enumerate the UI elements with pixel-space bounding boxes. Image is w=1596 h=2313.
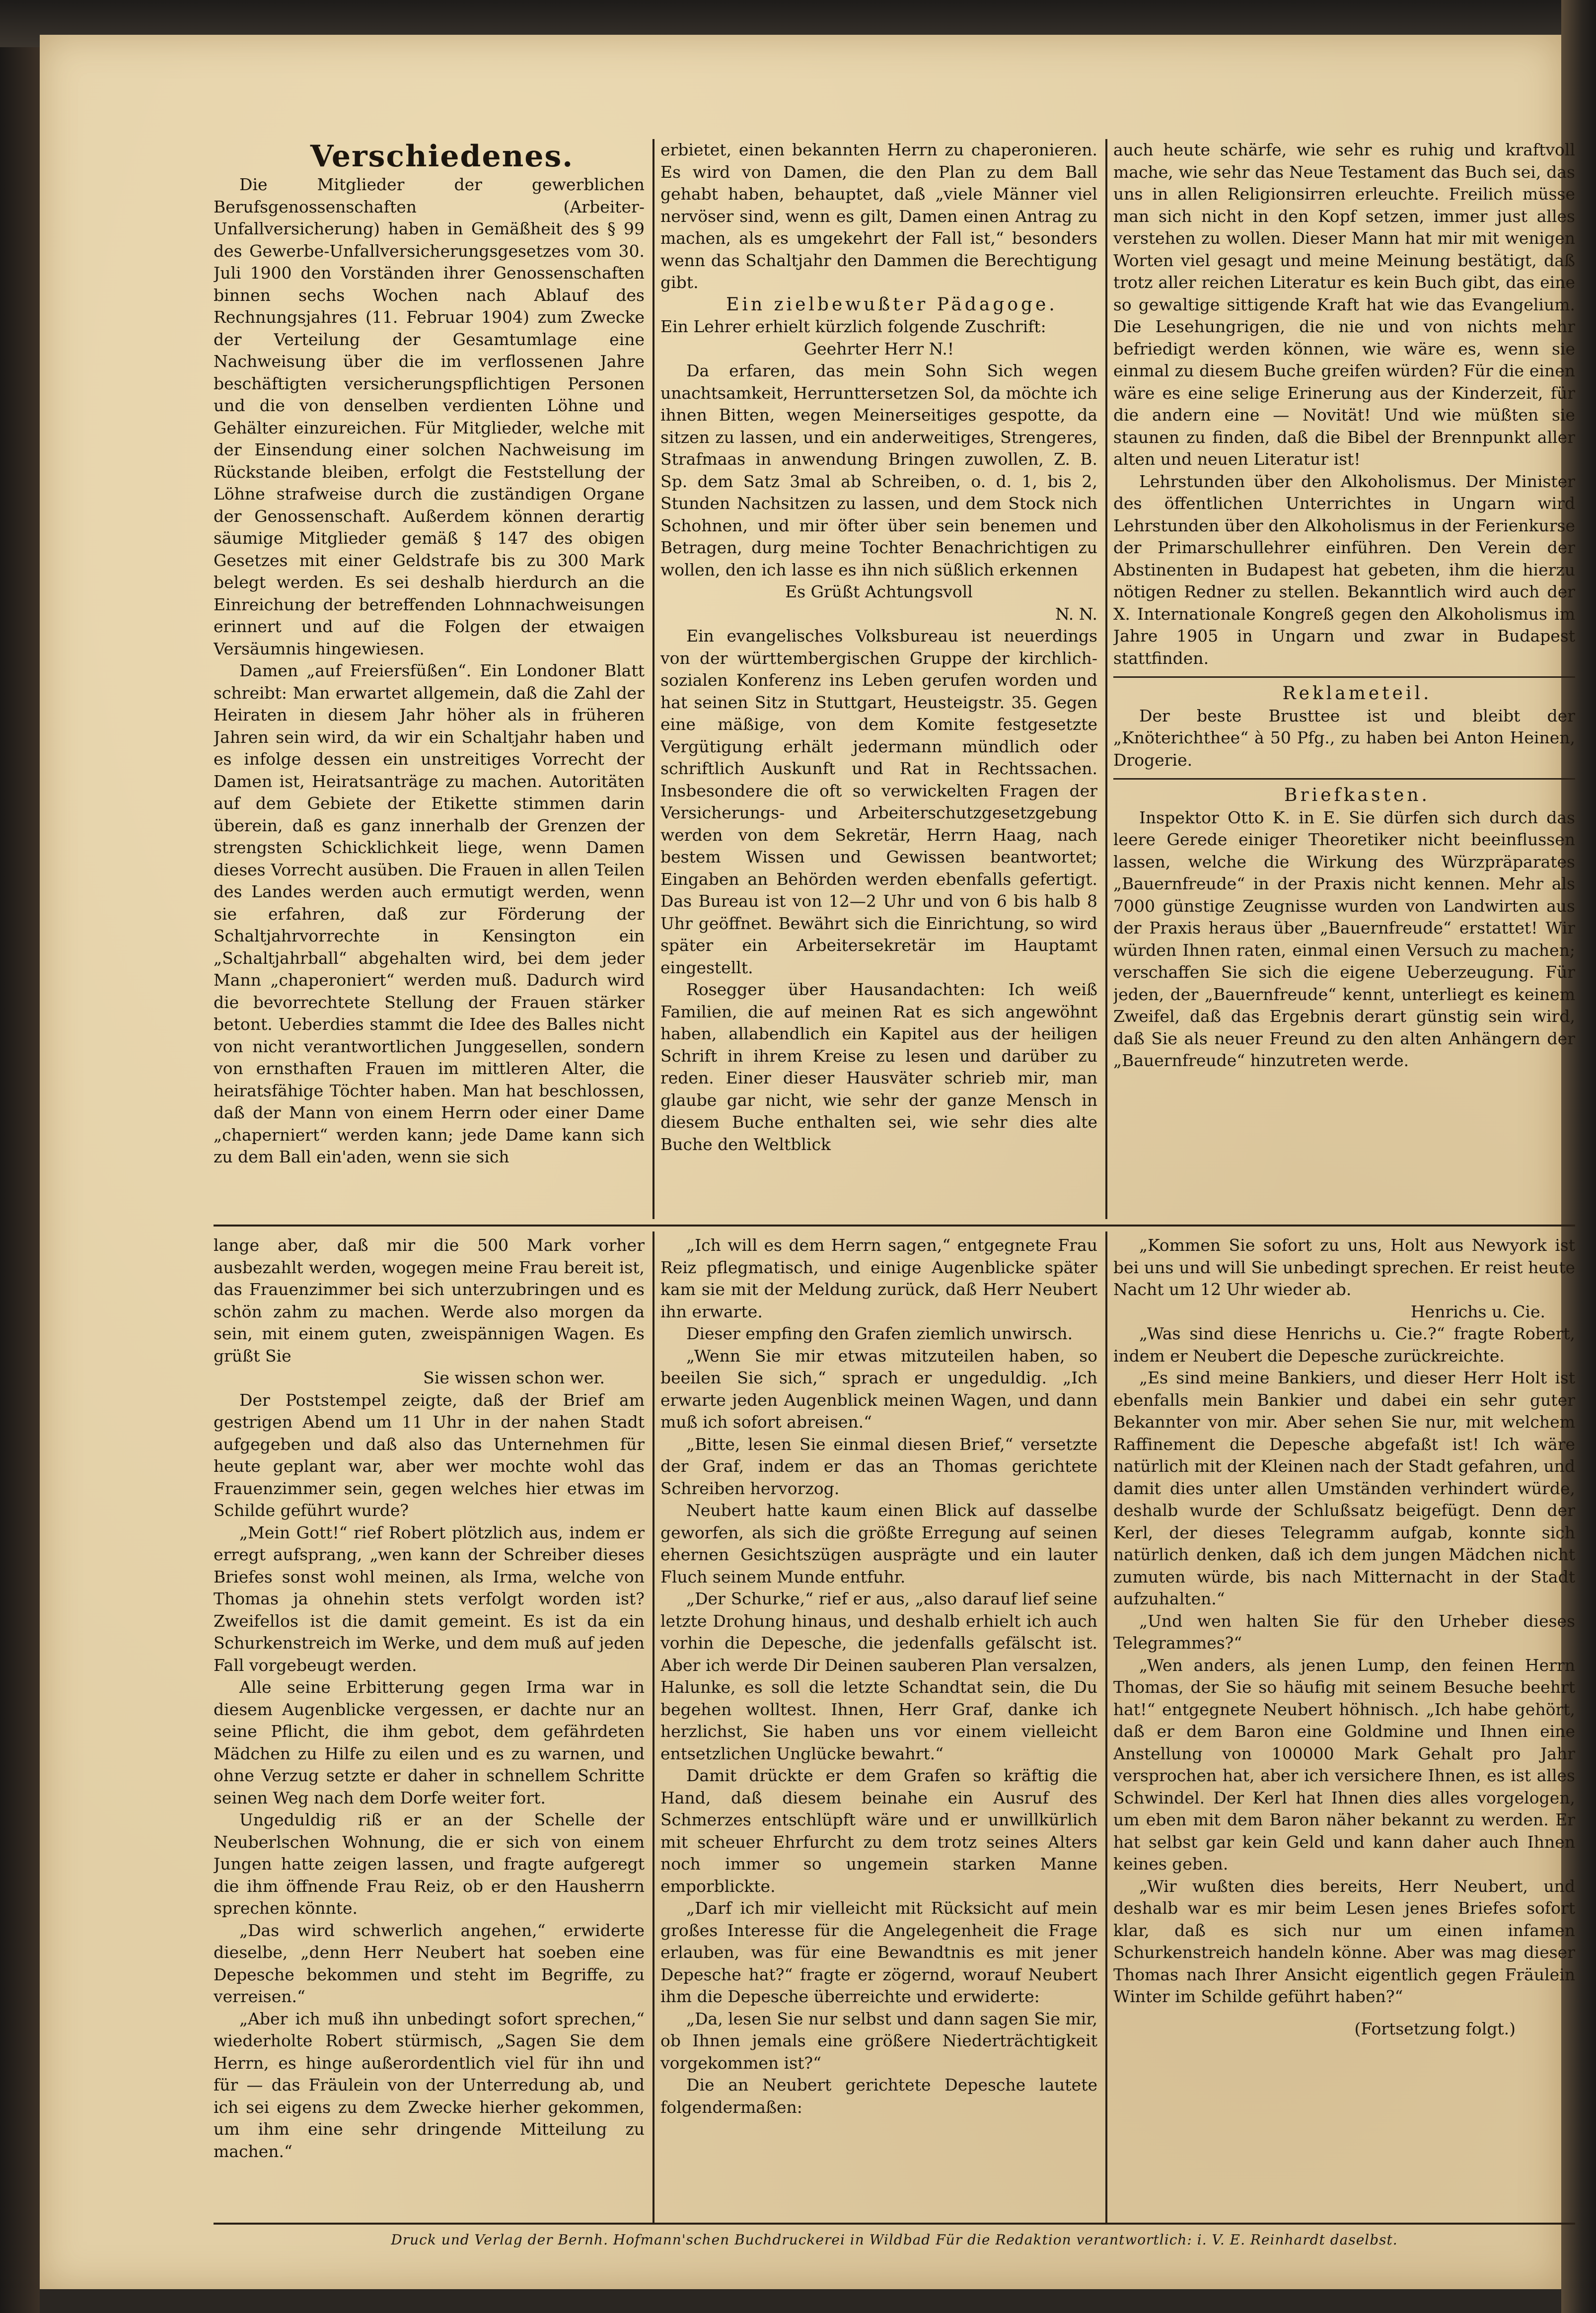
scan-left-edge bbox=[0, 0, 40, 2313]
novel-paragraph: „Und wen halten Sie für den Urheber dieses Telegrammes?“ bbox=[1113, 1611, 1575, 1653]
novel-paragraph: Dieser empfing den Grafen ziemlich unwirsch. bbox=[686, 1324, 1073, 1343]
novel-paragraph: „Ich will es dem Herrn sagen,“ entgegnete Frau Reiz pflegmatisch, und einige Augenblicke später kam sie mit der Meldung zurück, daß Herr Neubert ihn erwarte. bbox=[660, 1235, 1097, 1321]
section-heading-verschiedenes: Verschiedenes. bbox=[310, 139, 574, 174]
novel-paragraph: „Wen anders, als jenen Lump, den feinen Herrn Thomas, der Sie so häufig mit seinem Besuche beehrt hat!“ entgegnete Neubert höhnisch. „Ich habe gehört, daß er dem Baron eine Goldmine und Ihnen eine Anstellung von 100000 Mark Gehalt pro Jahr versprochen hat, aber ich versichere Ihnen, es ist alles Schwindel. Der Kerl hat Ihnen dies alles vorgelogen, um eben mit dem Baron näher bekannt zu werden. Er hat selbst gar kein Geld und kann daher auch Ihnen keines geben. bbox=[1113, 1655, 1575, 1874]
novel-paragraph: Ungeduldig riß er an der Schelle der Neuberlschen Wohnung, die er sich von einem Jungen hatte zeigen lassen, und fragte aufgeregt die ihm öffnende Frau Reiz, ob er den Hausherrn sprechen könnte. bbox=[214, 1810, 645, 1918]
column-4 bbox=[214, 1234, 645, 2223]
column-divider bbox=[1105, 1231, 1107, 2225]
novel-paragraph: „Der Schurke,“ rief er aus, „also darauf lief seine letzte Drohung hinaus, und deshalb erhielt ich auch vorhin die Depesche, die jedenfalls gefälscht ist. Aber ich werde Dir Deinen sauberen Plan versalzen, Halunke, es soll die letzte Schandtat sein, die Du begehen wolltest. Ihnen, Herr Graf, danke ich herzlichst, Sie haben uns vor einem vielleicht entsetzlichen Unglücke bewahrt.“ bbox=[660, 1589, 1097, 1763]
newspaper-page bbox=[40, 35, 1575, 2289]
column-5 bbox=[660, 1234, 1097, 2223]
letter-signature: N. N. bbox=[1055, 604, 1097, 624]
telegram-signoff: Henrichs u. Cie. bbox=[1410, 1301, 1545, 1321]
novel-paragraph: Die an Neubert gerichtete Depesche lautete folgendermaßen: bbox=[660, 2075, 1097, 2117]
article-volksbureau: Ein evangelisches Volksbureau ist neuerdings von der württembergischen Gruppe der kirchlich-sozialen Konferenz ins Leben gerufen worden und hat seinen Sitz in Stuttgart, Heusteigstr. 35. Gegen eine mäßige, von dem Komite festgesetzte Vergütigung erhält jedermann mündlich oder schriftlich Auskunft und Rat in Rechtssachen. Insbesondere die oft so verwickelten Fragen der Versicherungs- und Arbeiterschutzgesetzgebung werden von dem Sekretär, Herrn Haag, nach bestem Wissen und Gewissen beantwortet; Eingaben an Behörden werden ebenfalls gefertigt. Das Bureau ist von 12—2 Uhr und von 6 bis halb 8 Uhr geöffnet. Bewährt sich die Einrichtung, so wird später ein Arbeitersekretär im Hauptamt eingestellt. bbox=[660, 626, 1097, 977]
novel-paragraph: Der Poststempel zeigte, daß der Brief am gestrigen Abend um 11 Uhr in der nahen Stadt aufgegeben und daß also das Unternehmen für heute geplant war, aber wer mochte wohl das Frauenzimmer sein, gegen welches hier etwas im Schilde geführt wurde? bbox=[214, 1390, 645, 1520]
section-divider bbox=[1113, 778, 1575, 780]
briefkasten-answer: Inspektor Otto K. in E. Sie dürfen sich durch das leere Gerede einiger Theoretiker nicht beeinflussen lassen, welche die Wirkung des Würzpräparates „Bauernfreude“ in der Praxis nicht kennen. Mehr als 7000 günstige Zeugnisse wurden von Landwirten aus der Praxis heraus über „Bauernfreude“ erstattet! Wir würden Ihnen raten, einmal einen Versuch zu machen; verschaffen Sie sich die eigene Ueberzeugung. Für jeden, der „Bauernfreude“ kennt, unterliegt es keinem Zweifel, daß das Ergebnis derart günstig sein wird, daß Sie als neuer Freund zu den alten Anhängern der „Bauernfreude“ hinzutreten werde. bbox=[1113, 807, 1575, 1070]
letter-body: Da erfaren, das mein Sohn Sich wegen unachtsamkeit, Herrunttersetzen Sol, da möchte ich ihnen Bitten, wegen Meinerseitiges gespotte, da sitzen zu lassen, und ein anderweitiges, Strengeres, Strafmaas in anwendung Bringen zuwollen, Z. B. Sp. dem Satz 3mal ab Schreiben, o. d. 1, bis 2, Stunden Nachsitzen zu lassen, und dem Stock nich Schohnen, und mir öfter über sein benemen und Betragen, durg meine Tochter Benachrichtigen zu wollen, den ich lasse es ihn nich süßlich erkennen bbox=[660, 361, 1097, 579]
novel-paragraph: „Wir wußten dies bereits, Herr Neubert, und deshalb war es mir beim Lesen jenes Briefes sofort klar, daß es sich nur um einen infamen Schurkenstreich handeln könne. Aber was mag dieser Thomas nach Ihrer Ansicht eigentlich gegen Fräulein Winter im Schilde geführt haben?“ bbox=[1113, 1876, 1575, 2006]
headline-paedagoge: Ein zielbewußter Pädagoge. bbox=[726, 294, 1058, 315]
novel-paragraph: Alle seine Erbitterung gegen Irma war in diesem Augenblicke vergessen, er dachte nur an seine Pflicht, die ihm gebot, dem gefährdeten Mädchen zu Hilfe zu eilen und es zu warnen, und ohne Verzug setzte er daher in schnellem Schritte seinen Weg nach dem Dorfe weiter fort. bbox=[214, 1677, 645, 1807]
novel-paragraph: „Es sind meine Bankiers, und dieser Herr Holt ist ebenfalls mein Bankier und dabei ein sehr guter Bekannter von mir. Aber sehen Sie nur, mit welchem Raffinement die Depesche abgefaßt ist! Ich wäre natürlich mit der Kleinen nach der Stadt gefahren, und damit dies unter allen Umständen verhindert würde, deshalb wurde der Schlußsatz beigefügt. Denn der Kerl, der dieses Telegramm aufgab, konnte sich natürlich denken, daß ich dem jungen Mädchen nicht zumuten würde, bis nach Mitternacht in der Stadt aufzuhalten.“ bbox=[1113, 1368, 1575, 1608]
column-divider bbox=[653, 1231, 654, 2225]
article-continued-chaperon: erbietet, einen bekannten Herrn zu chaperonieren. Es wird von Damen, die den Plan zu dem Ball gehabt haben, behauptet, daß „viele Männer viel nervöser sind, wenn es gilt, Damen einen Antrag zu machen, als es umgekehrt der Fall ist,“ besonders wenn das Schaltjahr den Dammen die Berechtigung gibt. bbox=[660, 140, 1097, 292]
imprint-footer: Druck und Verlag der Bernh. Hofmann'schen Buchdruckerei in Wildbad Für die Redaktion verantwortlich: i. V. E. Reinhardt daselbst. bbox=[391, 2232, 1398, 2248]
letter-greeting: Es Grüßt Achtungsvoll bbox=[785, 582, 973, 601]
novel-paragraph: „Was sind diese Henrichs u. Cie.?“ fragte Robert, indem er Neubert die Depesche zurückreichte. bbox=[1113, 1324, 1575, 1366]
section-heading-reklameteil: Reklameteil. bbox=[1282, 683, 1432, 704]
novel-paragraph: „Bitte, lesen Sie einmal diesen Brief,“ versetzte der Graf, indem er das an Thomas gerichtete Schreiben hervorzog. bbox=[660, 1434, 1097, 1498]
novel-paragraph: „Das wird schwerlich angehen,“ erwiderte dieselbe, „denn Herr Neubert hat soeben eine Depesche bekommen und steht im Begriffe, zu verreisen.“ bbox=[214, 1920, 645, 2006]
footer-rule bbox=[214, 2223, 1575, 2225]
novel-letter-closing: Sie wissen schon wer. bbox=[423, 1368, 605, 1387]
column-3 bbox=[1113, 139, 1575, 1217]
novel-paragraph: „Mein Gott!“ rief Robert plötzlich aus, indem er erregt aufsprang, „wen kann der Schreiber dieses Briefes sonst wohl meinen, als Irma, welche von Thomas ja ohnehin stets verfolgt worden ist? Zweifellos ist die damit gemeint. Es ist da ein Schurkenstreich im Werke, und dem muß auf jeden Fall vorgebeugt werden. bbox=[214, 1522, 645, 1675]
column-divider bbox=[1105, 139, 1107, 1219]
novel-letter-end: lange aber, daß mir die 500 Mark vorher ausbezahlt werden, wogegen meine Frau bereit ist, das Frauenzimmer bei sich unterzubringen und es schön zahm zu machen. Werde also morgen da sein, mit einem guten, zweispännigen Wagen. Es grüßt Sie bbox=[214, 1235, 645, 1366]
novel-telegram: „Kommen Sie sofort zu uns, Holt aus Newyork ist bei uns und will Sie unbedingt sprechen. Er reist heute Nacht um 12 Uhr wieder ab. bbox=[1113, 1235, 1575, 1299]
novel-paragraph: „Da, lesen Sie nur selbst und dann sagen Sie mir, ob Ihnen jemals eine größere Niederträchtigkeit vorgekommen ist?“ bbox=[660, 2009, 1097, 2073]
novel-paragraph: „Wenn Sie mir etwas mitzuteilen haben, so beeilen Sie sich,“ sprach er ungeduldig. „Ich erwarte jeden Augenblick meinen Wagen, und dann muß ich sofort abreisen.“ bbox=[660, 1346, 1097, 1432]
page-content bbox=[214, 139, 1575, 2259]
novel-paragraph: „Darf ich mir vielleicht mit Rücksicht auf mein großes Interesse für die Angelegenheit die Frage erlauben, was für eine Bewandtnis es mit jener Depesche hat?“ fragte er zögernd, worauf Neubert ihm die Depesche überreichte und erwiderte: bbox=[660, 1898, 1097, 2006]
section-heading-briefkasten: Briefkasten. bbox=[1284, 785, 1430, 805]
novel-paragraph: Damit drückte er dem Grafen so kräftig die Hand, daß diesem beinahe ein Ausruf des Schmerzes entschlüpft wäre und er unwillkürlich mit scheuer Ehrfurcht zu dem trotz seines Alters noch immer so ungemein starken Manne emporblickte. bbox=[660, 1766, 1097, 1896]
novel-paragraph: Neubert hatte kaum einen Blick auf dasselbe geworfen, als sich die größte Erregung auf seinen ehernen Gesichtszügen ausprägte und ein lauter Fluch seinem Munde entfuhr. bbox=[660, 1501, 1097, 1587]
article-rosegger: Rosegger über Hausandachten: Ich weiß Familien, die auf meinen Rat es sich angewöhnt haben, allabendlich ein Kapitel aus der heiligen Schrift in ihrem Kreise zu lesen und darüber zu reden. Einer dieser Hausväter schrieb mir, man glaube gar nicht, wie sehr der ganze Mensch in diesem Buche enthalten sei, wie sehr dies alte Buche den Weltblick bbox=[660, 980, 1097, 1154]
article-damen-freiersfuessen: Damen „auf Freiersfüßen“. Ein Londoner Blatt schreibt: Man erwartet allgemein, daß die Zahl der Heiraten in diesem Jahr höher als in früheren Jahren sein wird, da wir ein Schaltjahr haben und es infolge dessen ein unstreitiges Vorrecht der Damen ist, Heiratsanträge zu machen. Autoritäten auf dem Gebiete der Etikette stimmen darin überein, daß es ganz innerhalb der Grenzen der strengsten Schicklichkeit liege, wenn Damen dieses Vorrecht ausüben. Die Frauen in allen Teilen des Landes werden auch ermutigt werden, wenn sie erfahren, daß zur Förderung der Schaltjahrvorrechte in Kensington ein „Schaltjahrball“ abgehalten wird, bei dem jeder Mann „chaperoniert“ werden muß. Dadurch wird die bevorrechtete Stellung der Frauen stärker betont. Ueberdies stammt die Idee des Balles nicht von nicht verantwortlichen Junggesellen, sondern von ernsthaften Frauen im mittleren Alter, die heiratsfähige Töchter haben. Man hat beschlossen, daß der Mann von einem Herrn oder einer Dame „chaperniert“ werden kann; jede Dame kann sich zu dem Ball ein'aden, wenn sie sich bbox=[214, 661, 645, 1166]
section-rule bbox=[214, 1225, 1575, 1227]
column-6 bbox=[1113, 1234, 1575, 2223]
letter-salutation: Geehrter Herr N.! bbox=[803, 339, 954, 359]
section-divider bbox=[1113, 676, 1575, 678]
serial-continued-note: (Fortsetzung folgt.) bbox=[1354, 2019, 1516, 2038]
article-berufsgenossenschaften: Die Mitglieder der gewerblichen Berufsgenossenschaften (Arbeiter-Unfallversicherung) haben in Gemäßheit des § 99 des Gewerbe-Unfallversicherungsgesetzes vom 30. Juli 1900 den Vorständen ihrer Genossenschaften binnen sechs Wochen nach Ablauf des Rechnungsjahres (11. Februar 1904) zum Zwecke der Verteilung der Gesamtumlage eine Nachweisung über die im verflossenen Jahre beschäftigten versicherungspflichtigen Personen und die von denselben verdienten Löhne und Gehälter einzureichen. Für Mitglieder, welche mit der Einsendung einer solchen Nachweisung im Rückstande bleiben, erfolgt die Feststellung der Löhne strafweise durch die zuständigen Organe der Genossenschaft. Außerdem können derartig säumige Mitglieder gemäß § 147 des obigen Gesetzes mit einer Geldstrafe bis zu 300 Mark belegt werden. Es sei deshalb hierdurch an die Einreichung der betreffenden Lohnnachweisungen erinnert und auf die Folgen der etwaigen Versäumnis hingewiesen. bbox=[214, 175, 645, 658]
article-rosegger-continued: auch heute schärfe, wie sehr es ruhig und kraftvoll mache, wie sehr das Neue Testament das Buch sei, das uns in allen Religionsirren erleuchte. Freilich müsse man sich nicht in den Kopf setzen, immer just alles verstehen zu wollen. Dieser Mann hat mir mit wenigen Worten viel gesagt und meine Meinung bestätigt, daß trotz aller reichen Literatur es kein Buch gibt, das eine so gewaltige sittigende Kraft hat wie das Evangelium. Die Lesehungrigen, die nie und von nichts mehr befriedigt werden können, wie wäre es, wenn sie einmal zu diesem Buche greifen würden? Für die einen wäre es eine selige Erinerung aus der Kinderzeit, für die andern eine — Novität! Und wie müßten sie staunen zu finden, daß die Bibel der Brennpunkt aller alten und neuen Literatur ist! bbox=[1113, 140, 1575, 469]
column-2 bbox=[660, 139, 1097, 1217]
article-alkoholismus: Lehrstunden über den Alkoholismus. Der Minister des öffentlichen Unterrichtes in Ungarn wird Lehrstunden über den Alkoholismus in der Ferienkurse der Primarschullehrer einführen. Den Verein der Abstinenten in Budapest hat gebeten, ihm die hierzu nötigen Redner zu stellen. Bekanntlich wird auch der X. Internationale Kongreß gegen den Alkoholismus im Jahre 1905 in Ungarn und zwar in Budapest stattfinden. bbox=[1113, 471, 1575, 668]
column-divider bbox=[653, 139, 654, 1219]
advert-brusttee: Der beste Brusttee ist und bleibt der „Knöterichthee“ à 50 Pfg., zu haben bei Anton Heinen, Drogerie. bbox=[1113, 706, 1575, 770]
article-paedagoge-intro: Ein Lehrer erhielt kürzlich folgende Zuschrift: bbox=[660, 317, 1046, 336]
column-1 bbox=[214, 139, 645, 1217]
novel-paragraph: „Aber ich muß ihn unbedingt sofort sprechen,“ wiederholte Robert stürmisch, „Sagen Sie dem Herrn, es hinge außerordentlich viel für ihn und für — das Fräulein von der Unterredung ab, und ich sei eigens zu dem Zwecke hierher gekommen, um ihm eine sehr dringende Mitteilung zu machen.“ bbox=[214, 2009, 645, 2161]
